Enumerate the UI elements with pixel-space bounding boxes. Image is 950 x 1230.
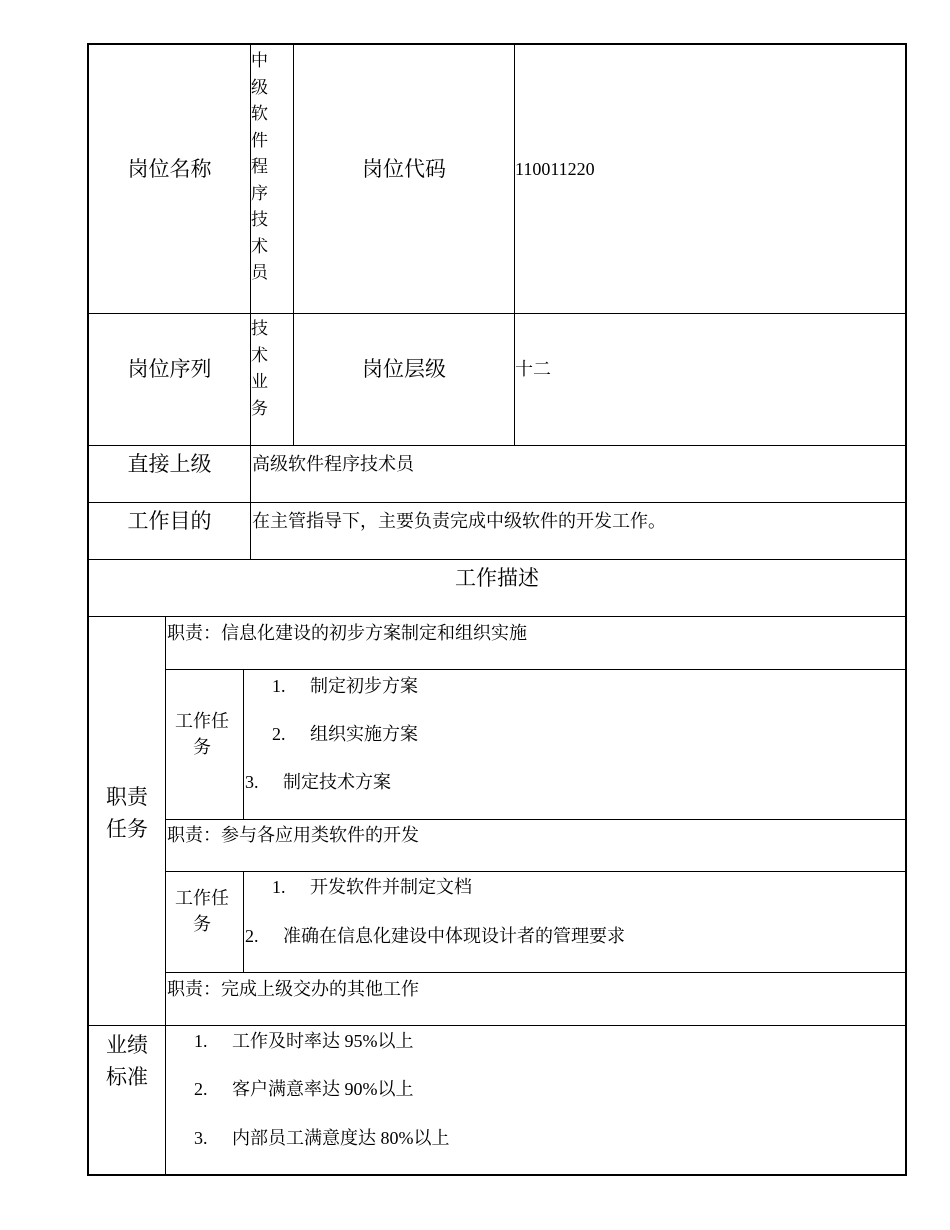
purpose-label: 工作目的 <box>127 509 212 533</box>
task-text: 准确在信息化建设中体现设计者的管理要求 <box>283 926 625 946</box>
performance-item <box>194 1077 414 1101</box>
duty-1-task <box>272 722 418 746</box>
purpose-value: 在主管指导下，主要负责完成中级软件的开发工作。 <box>252 511 666 531</box>
performance-label: 业绩标准 <box>106 1033 148 1089</box>
duty-1-task <box>272 674 418 698</box>
duties-label: 职责任务 <box>106 785 148 841</box>
duty-1-title: 职责：信息化建设的初步方案制定和组织实施 <box>167 623 527 643</box>
superior-label: 直接上级 <box>127 452 212 476</box>
task-number: 3. <box>245 772 259 792</box>
task-number: 1. <box>272 877 286 897</box>
performance-number: 3. <box>194 1128 208 1148</box>
task-number: 2. <box>272 724 286 744</box>
duty-3-title: 职责：完成上级交办的其他工作 <box>167 979 419 999</box>
task-text: 制定技术方案 <box>283 772 391 792</box>
performance-text: 内部员工满意度达 80%以上 <box>232 1128 450 1148</box>
superior-value: 高级软件程序技术员 <box>252 454 414 474</box>
position-series-value: 技术业务 <box>251 319 268 418</box>
task-text: 组织实施方案 <box>310 724 418 744</box>
performance-item <box>194 1126 450 1150</box>
task-text: 开发软件并制定文档 <box>310 877 472 897</box>
position-level-label: 岗位层级 <box>362 357 446 381</box>
task-text: 制定初步方案 <box>310 676 418 696</box>
duty-2-title: 职责：参与各应用类软件的开发 <box>167 825 419 845</box>
work-description-title: 工作描述 <box>455 566 539 590</box>
performance-item <box>194 1029 414 1053</box>
duty-2-task <box>245 924 625 948</box>
position-level-value: 十二 <box>515 359 551 379</box>
position-name-label: 岗位名称 <box>127 157 212 181</box>
position-series-label: 岗位序列 <box>127 357 212 381</box>
position-name-value: 中级软件程序技术员 <box>251 51 268 282</box>
duty-2-task <box>272 875 472 899</box>
task-number: 1. <box>272 676 286 696</box>
performance-number: 1. <box>194 1031 208 1051</box>
performance-number: 2. <box>194 1079 208 1099</box>
position-code-label: 岗位代码 <box>362 157 446 181</box>
performance-text: 客户满意率达 90%以上 <box>232 1079 414 1099</box>
duty-2-task-label: 工作任务 <box>175 888 229 934</box>
position-code-value: 110011220 <box>515 159 595 179</box>
duty-1-task <box>245 770 391 794</box>
performance-text: 工作及时率达 95%以上 <box>232 1031 414 1051</box>
task-number: 2. <box>245 926 259 946</box>
duty-1-task-label: 工作任务 <box>175 711 229 757</box>
